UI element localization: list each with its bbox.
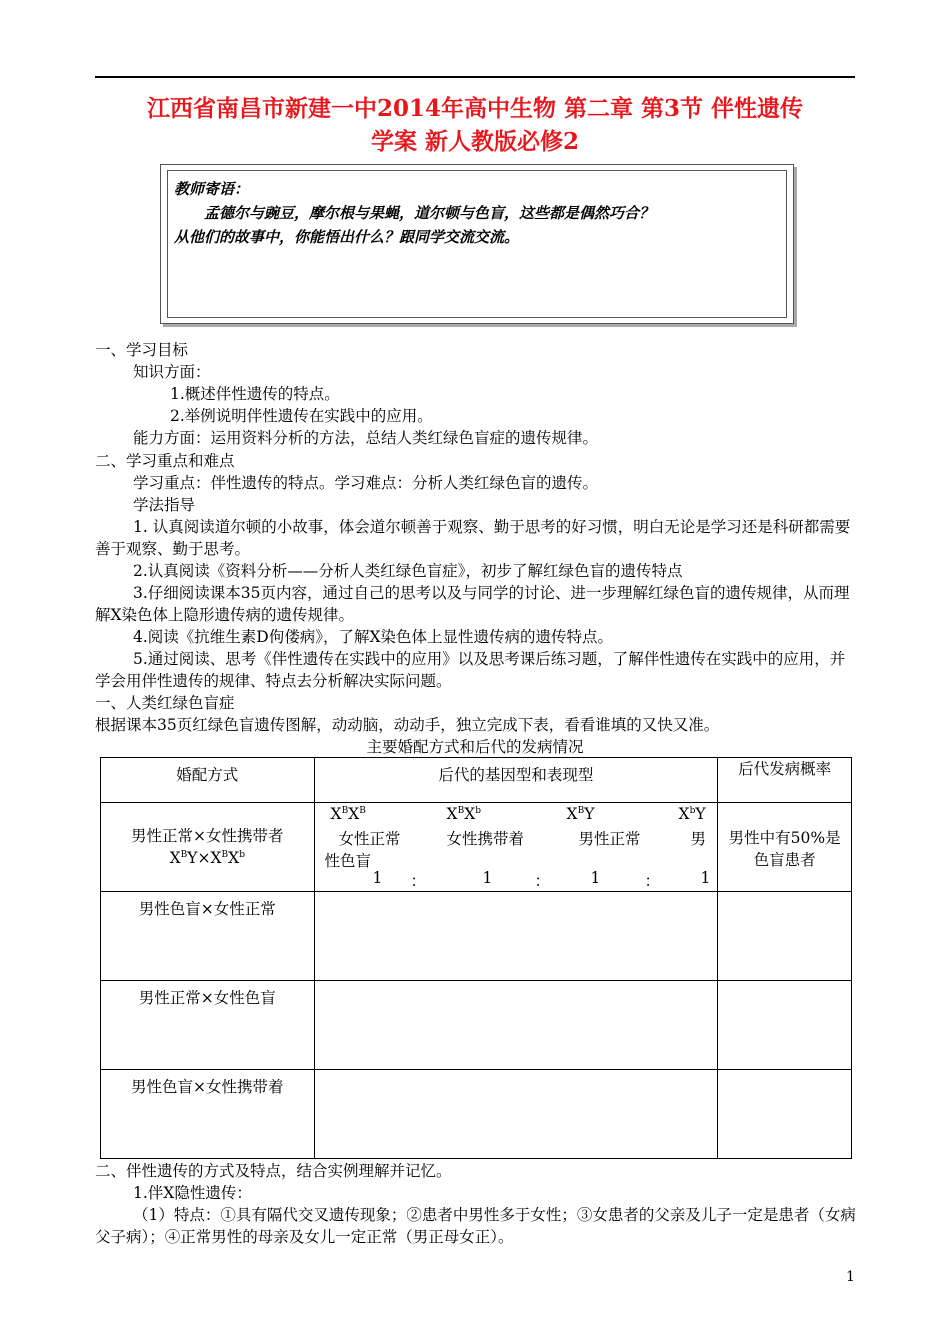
g3-base: X <box>566 805 578 823</box>
row3-mating-text: 男性正常×女性色盲 <box>138 989 276 1007</box>
header-mating-text: 婚配方式 <box>176 766 239 784</box>
guide-item-5 <box>95 648 860 692</box>
section-2-heading: 二、学习重点和难点 <box>95 452 235 470</box>
part-1-heading: 一、人类红绿色盲症 <box>95 694 235 712</box>
header-mating <box>101 758 315 803</box>
row3-mating <box>101 981 315 1070</box>
row2-result-blank[interactable] <box>718 892 852 981</box>
part-2-heading: 二、伴性遗传的方式及特点，结合实例理解并记忆。 <box>95 1162 452 1180</box>
g4-tail: Y <box>695 805 706 823</box>
phenotype-4-part-1: 男 <box>690 830 707 848</box>
genotype-3 <box>567 805 595 823</box>
row3-genotypes-blank[interactable] <box>314 981 718 1070</box>
guide-item-3-text: 3.仔细阅读课本35页内容，通过自己的思考以及与同学的讨论、进一步理解红绿色盲的遗传规律，从而理解X染色体上隐形遗传病的遗传规律。 <box>95 584 850 624</box>
g2-mid: X <box>464 805 476 823</box>
row1-genotypes <box>314 803 718 892</box>
g1-base: X <box>330 805 342 823</box>
genotype-2 <box>447 805 481 823</box>
phenotype-4-part-2: 性色盲 <box>324 852 372 870</box>
header-rule <box>95 76 855 78</box>
header-offspring-text: 后代的基因型和表现型 <box>438 766 594 784</box>
ratio-sep-3: ： <box>644 872 661 890</box>
knowledge-item-1: 1.概述伴性遗传的特点。 <box>170 385 340 403</box>
g2-sup2: b <box>475 805 482 816</box>
guide-item-1-text: 1. 认真阅读道尔顿的小故事，体会道尔顿善于观察、勤于思考的好习惯，明白无论是学习还是科研都需要善于观察、勤于思考。 <box>95 518 851 558</box>
table-caption: 主要婚配方式和后代的发病情况 <box>366 738 584 756</box>
ratio-sep-1: ： <box>410 872 427 890</box>
table-row <box>101 981 852 1070</box>
g1-sup2: B <box>359 805 366 816</box>
row1-cross: $X^BY\times X^BX^b$ <box>169 849 245 867</box>
row4-genotypes-blank[interactable] <box>314 1070 718 1159</box>
g4-sup1: b <box>689 805 696 816</box>
title-line-1: 江西省南昌市新建一中2014年高中生物 第二章 第3节 伴性遗传 <box>146 95 804 122</box>
guide-item-4 <box>95 626 860 648</box>
ratio-4: 1 <box>700 869 711 887</box>
phenotype-1: 女性正常 <box>338 830 401 848</box>
part-2-sub-1: 1.伴X隐性遗传： <box>133 1184 252 1202</box>
g3-tail: Y <box>584 805 595 823</box>
row4-result-blank[interactable] <box>718 1070 852 1159</box>
row1-mating <box>101 803 315 892</box>
knowledge-item-2: 2.举例说明伴性遗传在实践中的应用。 <box>170 407 433 425</box>
g4-base: X <box>678 805 690 823</box>
study-guide-label: 学法指导 <box>133 496 196 514</box>
genotype-4 <box>679 805 706 823</box>
title-line-2: 学案 新人教版必修2 <box>370 128 579 155</box>
guide-item-2 <box>95 560 860 582</box>
g2-sup1: B <box>457 805 465 816</box>
teacher-note-line-2: 从他们的故事中，你能悟出什么？跟同学交流交流。 <box>174 228 520 246</box>
guide-item-2-text: 2.认真阅读《资料分析——分析人类红绿色盲症》，初步了解红绿色盲的遗传特点 <box>133 562 683 580</box>
guide-item-1 <box>95 516 860 560</box>
g3-sup1: B <box>577 805 585 816</box>
teacher-note-heading: 教师寄语： <box>174 180 250 198</box>
row4-mating-text: 男性色盲×女性携带着 <box>131 1078 284 1096</box>
row1-mating-text: 男性正常×女性携带者 <box>131 827 284 845</box>
part-1-intro: 根据课本35页红绿色盲遗传图解，动动脑，动动手，独立完成下表，看看谁填的又快又准。 <box>95 716 720 734</box>
row1-result-text: 男性中有50%是色盲患者 <box>728 829 841 869</box>
genotype-1 <box>331 805 366 823</box>
mating-table <box>100 757 852 1159</box>
knowledge-label: 知识方面： <box>133 363 211 381</box>
header-probability <box>718 758 852 803</box>
guide-item-3 <box>95 582 860 626</box>
row2-mating <box>101 892 315 981</box>
row3-result-blank[interactable] <box>718 981 852 1070</box>
row4-mating <box>101 1070 315 1159</box>
g2-base: X <box>446 805 458 823</box>
table-row <box>101 1070 852 1159</box>
table-header-row <box>101 758 852 803</box>
header-offspring <box>314 758 718 803</box>
table-row <box>101 892 852 981</box>
phenotype-2: 女性携带着 <box>446 830 525 848</box>
teacher-note-inner <box>167 170 787 318</box>
part-2-features <box>95 1204 860 1248</box>
teacher-note-line-1: 孟德尔与豌豆，摩尔根与果蝇，道尔顿与色盲，这些都是偶然巧合？ <box>204 204 655 222</box>
guide-item-4-text: 4.阅读《抗维生素D佝偻病》，了解X染色体上显性遗传病的遗传特点。 <box>133 628 614 646</box>
header-probability-text: 后代发病概率 <box>738 760 832 778</box>
guide-item-5-text: 5.通过阅读、思考《伴性遗传在实践中的应用》以及思考课后练习题，了解伴性遗传在实践中的应用，并学会用伴性遗传的规律、特点去分析解决实际问题。 <box>95 650 846 690</box>
ratio-1: 1 <box>372 869 383 887</box>
row2-genotypes-blank[interactable] <box>314 892 718 981</box>
g1-mid: X <box>348 805 360 823</box>
section-1-heading: 一、学习目标 <box>95 341 189 359</box>
ratio-sep-2: ： <box>534 872 551 890</box>
row1-result <box>718 803 852 892</box>
row2-mating-text: 男性色盲×女性正常 <box>138 900 276 918</box>
document-title <box>95 92 855 158</box>
phenotype-3: 男性正常 <box>578 830 641 848</box>
ability-text: 能力方面：运用资料分析的方法，总结人类红绿色盲症的遗传规律。 <box>133 429 599 447</box>
g1-sup1: B <box>341 805 349 816</box>
teacher-note-box <box>160 164 794 324</box>
key-points: 学习重点：伴性遗传的特点。学习难点：分析人类红绿色盲的遗传。 <box>133 474 599 492</box>
part-2-features-text: （1）特点：①具有隔代交叉遗传现象；②患者中男性多于女性；③女患者的父亲及儿子一定是患者（女病父子病）；④正常男性的母亲及女儿一定正常（男正母女正）。 <box>95 1206 856 1246</box>
ratio-2: 1 <box>482 869 493 887</box>
ratio-3: 1 <box>590 869 601 887</box>
page-number: 1 <box>846 1269 855 1285</box>
table-row <box>101 803 852 892</box>
